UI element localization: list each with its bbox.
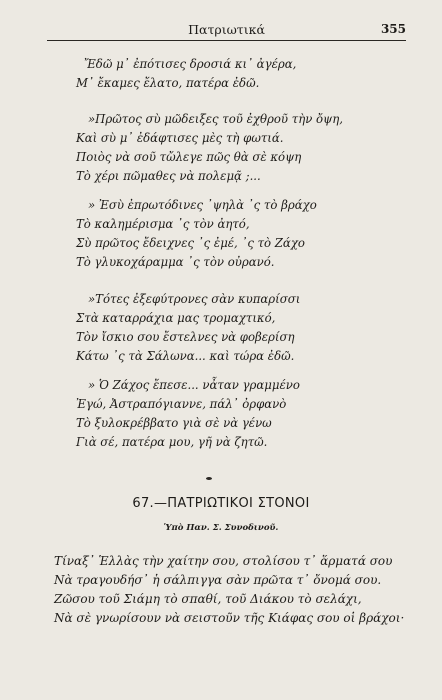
page-number: 355 [380,22,406,36]
verse-line: Νὰ τραγουδήσ᾽ ἡ σάλπιγγα σὰν πρῶτα τ᾽ ὄνομά σου. [54,573,382,587]
verse-line: Στὰ καταρράχια μας τρομαχτικό, [76,311,276,325]
verse-line: Τὸ γλυκοχάραμμα ᾽ς τὸν οὐρανό. [76,255,275,269]
author-byline: Ὑπὸ Παν. Σ. Συνοδινοῦ. [163,523,279,533]
verse-line: Τὸ καλημέρισμα ᾽ς τὸν ἀητό, [76,217,250,231]
section-ornament [206,477,212,480]
verse-line: » Ἐσὺ ἐπρωτόδινες ᾽ψηλὰ ᾽ς τὸ βράχο [88,198,317,212]
verse-line: Καὶ σὺ μ᾽ ἐδάφτισες μὲς τὴ φωτιά. [76,131,284,145]
verse-line: »Τότες ἐξεφύτρονες σὰν κυπαρίσσι [88,292,301,306]
verse-line: Τὸν ἴσκιο σου ἔστελνες νὰ φοβερίση [76,330,295,344]
verse-line: Γιὰ σέ, πατέρα μου, γῆ νὰ ζητῶ. [76,435,268,449]
header-title: Πατριωτικά [188,22,265,37]
verse-line: »Πρῶτος σὺ μῶδειξες τοῦ ἐχθροῦ τὴν ὄψη, [88,112,343,126]
verse-line: Ζῶσου τοῦ Σιάμη τὸ σπαθί, τοῦ Διάκου τὸ σελάχι, [54,592,362,606]
verse-line: Τίναξ᾽ Ἑλλὰς τὴν χαίτην σου, στολίσου τ᾽ ἅρματά σου [54,554,393,568]
verse-line: Τὸ χέρι πῶμαθες νὰ πολεμᾷ ;... [76,169,261,183]
verse-line: Ποιὸς νὰ σοῦ τὤλεγε πῶς θὰ σὲ κόψη [76,150,302,164]
running-header [47,20,406,38]
verse-line: Τὸ ξυλοκρέββατο γιὰ σὲ νὰ γένω [76,416,272,430]
verse-line: » Ὁ Ζάχος ἔπεσε... νἆταν γραμμένο [88,378,300,392]
verse-line: Σὺ πρῶτος ἔδειχνες ᾽ς ἐμέ, ᾽ς τὸ Ζάχο [76,236,305,250]
verse-line: Μ᾽ ἔκαμες ἔλατο, πατέρα ἐδῶ. [76,76,260,90]
verse-line: Ἐγώ, Ἀστραπόγιαννε, πάλ᾽ ὀρφανὸ [76,397,287,411]
verse-line: Ἔδῶ μ᾽ ἐπότισες δροσιά κι᾽ ἀγέρα, [84,57,297,71]
section-title: 67.—ΠΑΤΡΙΩΤΙΚΟΙ ΣΤΟΝΟΙ [132,496,310,511]
verse-line: Κάτω ᾽ς τὰ Σάλωνα... καὶ τώρα ἐδῶ. [76,349,295,363]
header-rule [47,40,406,41]
verse-line: Νὰ σὲ γνωρίσουν νὰ σειστοῦν τῆς Κιάφας σου οἱ βράχοι· [54,611,405,625]
